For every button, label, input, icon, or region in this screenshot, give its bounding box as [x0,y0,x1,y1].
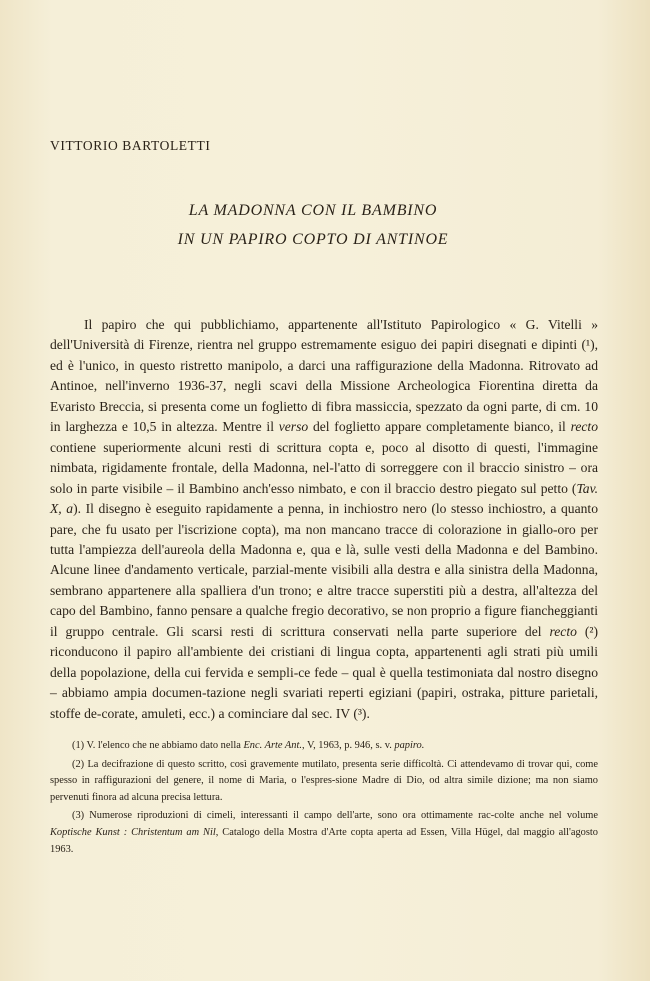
body-text-5: (²) riconducono il papiro all'ambiente dei cristiani di lingua copta, appartenenti agli strati più umili della popolazione, della cui fervida e sempli-ce fede – qual è quella testimoniata dal nostro disegno – abbiamo ampia documen-tazione negli svariati reperti egiziani (papiri, ostraka, pitture parietali, stoffe de-corate, amuleti, ecc.) a cominciare dal sec. IV (³). [50,623,598,721]
body-text-3: contiene superiormente alcuni resti di scrittura copta e, poco al disotto di questi, l'immagine nimbata, rigidamente frontale, della Madonna, nel-l'atto di sorreggere con il braccio sinistro – ora solo in parte visibile – il Bambino anch'esso nimbato, e con il braccio destro piegato sul petto ( [50,439,598,496]
footnote-1-source: Enc. Arte Ant. [243,740,302,751]
author-name: VITTORIO BARTOLETTI [50,138,211,153]
article-title-line-1: LA MADONNA CON IL BAMBINO [188,202,438,219]
footnote-2: (2) La decifrazione di questo scritto, così gravemente mutilato, presenta serie difficoltà. Ci attendevamo di trovar qui, come spesso in raffigurazioni del genere, il nome di Maria, o l'espres-sione Madre di Dio, od altra simile dizione; ma non siamo pervenuti finora ad alcuna precisa lettura. [50,758,598,803]
footnote-3 [50,808,598,858]
body-text-recto-2: recto [549,623,577,639]
body-text-1: Il papiro che qui pubblichiamo, appartenente all'Istituto Papirologico « G. Vitelli » dell'Università di Firenze, rientra nel gruppo estremamente esiguo dei papiri disegnati e dipinti (¹), ed è l'unico, in questo ristretto manipolo, a darci una raffigurazione della Madonna. Ritrovato ad Antinoe, nell'inverno 1936-37, negli scavi della Missione Archeologica Fiorentina diretta da Evaristo Breccia, si presenta come un foglietto di fibra massiccia, spezzato da ogni parte, di cm. 10 in larghezza e 10,5 in altezza. Mentre il [50,317,598,435]
footnote-1 [50,738,598,755]
body-text-recto: recto [570,419,598,435]
footnote-1-entry: papiro. [394,740,425,751]
article-title-line-2: IN UN PAPIRO COPTO DI ANTINOE [177,231,449,248]
footnote-1-text-c: , V, 1963, p. 946, s. v. [301,740,395,751]
body-text-2: del foglietto appare completamente bianco, il [308,419,571,435]
footnote-3-volume: Koptische Kunst : Christentum am Nil [50,826,216,838]
plate-reference: Tav. X, a [50,480,598,517]
footnote-1-text-a: (1) V. l'elenco che ne abbiamo dato nella [72,740,244,751]
body-text-verso: verso [278,419,309,435]
body-paragraph [50,315,598,724]
footnote-3-text-c: , Catalogo della Mostra d'Arte copta aperta ad Essen, Villa Hügel, dal maggio all'agosto 1963. [50,826,598,855]
body-text-4: ). Il disegno è eseguito rapidamente a penna, in inchiostro nero (lo stesso inchiostro, a quanto pare, che fu usato per l'iscrizione copta), ma non mancano tracce di colorazione in giallo-oro per tutta l'ampiezza dell'aureola della Madonna e, qua e là, sulle vesti della Madonna e del Bambino. Alcune linee d'andamento verticale, parzial-mente visibili alla destra e alla sinistra della Madonna, sembrano appartenere alla spalliera d'un trono; e altre tracce superstiti più a destra, all'altezza del capo del Bambino, fanno pensare a qualche fregio decorativo, se non proprio a figure fiancheggianti il gruppo centrale. Gli scarsi resti di scrittura conservati nella parte superiore del [50,501,598,639]
footnotes [50,738,598,860]
footnote-3-text-a: (3) Numerose riproduzioni di cimeli, interessanti il campo dell'arte, sono ora ottimamente rac-colte anche nel volume [72,810,598,822]
